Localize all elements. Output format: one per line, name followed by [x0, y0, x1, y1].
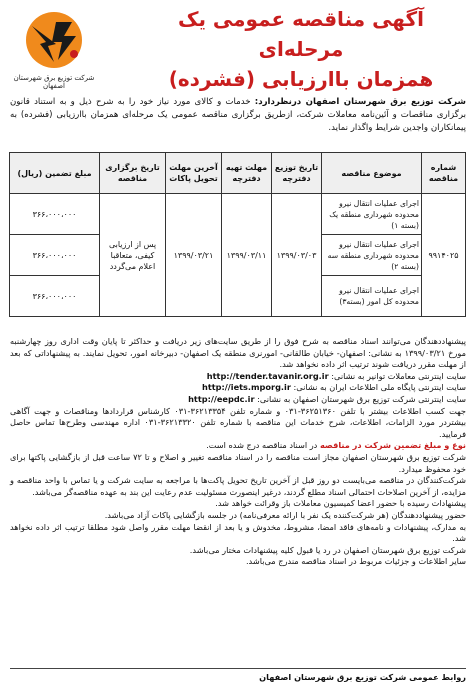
col-header-holding-date: تاریخ برگزاری مناقصه [100, 153, 166, 194]
row-subject: اجرای عملیات انتقال نیرو محدوده شهرداری منطقه یک (بسته ۱) [322, 194, 422, 235]
company-logo [10, 8, 98, 92]
col-header-submit-deadline: آخرین مهلت تحویل پاکات [166, 153, 222, 194]
guarantee-text: در اسناد مناقصه درج شده است. [206, 440, 320, 451]
footer-divider [10, 668, 466, 669]
site-iets-label: سایت اینترنتی پایگاه ملی اطلاعات ایران به نشانی: [293, 382, 466, 393]
details-changes: شرکت توزیع برق شهرستان اصفهان مجاز است مناقصه را در اسناد مناقصه تغییر و اصلاح و تا ۷۲ ساعت قبل از بازگشایی پاکتها برای خود محفوظ میدارد. [10, 451, 466, 474]
details-guarantee [10, 440, 466, 452]
site-tavanir-link[interactable]: http://tender.tavanir.org.ir [206, 370, 329, 381]
tender-table [9, 152, 466, 317]
site-eepdc [10, 394, 466, 406]
details-opening: پیشنهادات رسیده با حضور اعضا کمیسیون معاملات باز وقرائت خواهد شد. [215, 498, 466, 509]
row-guarantee: ۳۶۶،۰۰۰،۰۰۰ [10, 276, 100, 317]
row-subject: اجرای عملیات انتقال نیرو محدوده کل امور (بسته۳) [322, 276, 422, 317]
details-attendance: حضور پیشنهاددهندگان (هر شرکت‌کننده یک نفر با ارائه معرفی‌نامه) در جلسه بازگشایی پاکات آزاد می‌باشد. [104, 509, 466, 520]
notice-header [0, 0, 476, 96]
notice-details [10, 336, 466, 568]
guarantee-title: نوع و مبلغ تضمین شرکت در مناقصه [319, 440, 466, 451]
col-header-dist-date: تاریخ توزیع دفترچه [272, 153, 322, 194]
holding-date: پس از ارزیابی کیفی، متعاقبا اعلام می‌گردد [100, 194, 166, 317]
tender-number: ۹۹۱۴۰۲۵ [422, 194, 466, 317]
table-header-row [10, 153, 466, 194]
dist-date: ۱۳۹۹/۰۳/۰۳ [272, 194, 322, 317]
site-eepdc-label: سایت اینترنتی شرکت توزیع برق شهرستان اصفهان به نشانی: [257, 393, 466, 404]
row-subject: اجرای عملیات انتقال نیرو محدوده شهرداری منطقه سه (بسته ۲) [322, 235, 422, 276]
intro-paragraph [10, 96, 466, 135]
details-invalid-docs: به مدارک، پیشنهادات و نامه‌های فاقد امضا، مشروط، مخدوش و یا بعد از انقضا مهلت مقرر واصل شود مطلقا ترتیب اثر داده نخواهد شد. [10, 521, 466, 544]
site-iets [10, 382, 466, 394]
logo-caption: شرکت توزیع برق شهرستان اصفهان [13, 74, 95, 90]
intro-text: خدمات و کالای مورد نیاز خود را به شرح ذیل و به استناد قانون برگزاری مناقصات و آئین‌نامه معاملات شرکت، ازطریق برگزاری مناقصه عمومی یک مرحله‌ای همزمان باارزیابی (فشرده) به پیمانکاران واجدین شرایط واگذار نماید. [10, 97, 466, 133]
title-line-2: همزمان باارزیابی (فشرده) [168, 67, 434, 91]
table-row [10, 194, 466, 235]
site-iets-link[interactable]: http://iets.mporg.ir [201, 382, 291, 393]
prep-deadline: ۱۳۹۹/۰۳/۱۱ [222, 194, 272, 317]
submit-deadline: ۱۳۹۹/۰۳/۲۱ [166, 194, 222, 317]
title-line-1: آگهی مناقصه عمومی یک مرحله‌ای [177, 7, 424, 61]
site-tavanir [10, 371, 466, 383]
details-amendments: شرکت‌کنندگان در مناقصه می‌بایست دو روز قبل از آخرین تاریخ تحویل پاکت‌ها با مراجعه به سایت شرکت و یا تماس با واحد مناقصه و مزایده، از آخرین اصلاحات احتمالی اسناد مطلع گردند، درغیر اینصورت مسئولیت عدم رعایت این بند به عهده مناقصه‌گر می‌باشد. [10, 475, 466, 497]
col-header-guarantee: مبلغ تضمین (ریال) [10, 153, 100, 194]
notice-title [136, 4, 466, 94]
col-header-number: شماره مناقصه [422, 153, 466, 194]
site-eepdc-link[interactable]: http://eepdc.ir [188, 393, 255, 404]
intro-company: شرکت توزیع برق شهرستان اصفهان درنظردارد: [254, 97, 466, 107]
col-header-prep-deadline: مهلت تهیه دفترچه [222, 153, 272, 194]
details-rights: شرکت توزیع برق شهرستان اصفهان در رد یا قبول کلیه پیشنهادات مختار می‌باشد. [189, 544, 466, 555]
row-guarantee: ۳۶۶،۰۰۰،۰۰۰ [10, 194, 100, 235]
site-tavanir-label: سایت اینترنتی معاملات توانیر به نشانی: [331, 370, 466, 381]
col-header-subject: موضوع مناقصه [322, 153, 422, 194]
power-logo-icon [10, 8, 98, 74]
details-contact: جهت کسب اطلاعات بیشتر با تلفن ۳۶۲۵۱۳۶۰-۰۳۱ و شماره تلفن ۳۶۲۱۳۳۵۴-۰۳۱ کارشناس قراردادها ومناقصات و جهت آگاهی بیشتردر مورد الزامات، اطلاعات، شرح خدمات این مناقصه با شماره تلفن ۳۶۲۱۳۳۲۰-۰۳۱ اداره مهندسی وطرح‌ها تماس حاصل فرمایید. [10, 405, 466, 439]
details-submission: پیشنهاددهندگان می‌توانند اسناد مناقصه به شرح فوق را از طریق سایت‌های زیر دریافت و حداکثر تا پایان وقت اداری روز چهارشنبه مورخ ۱۳۹۹/۰۳/۲۱ به نشانی: اصفهان- خیابان طالقانی- امورنری منطقه یک اصفهان- دبیرخانه امور، تحویل نمایند. به پیشنهاداتی که بعد از مهلت مقرر دریافت شوند ترتیب اثر داده نخواهد شد. [10, 336, 466, 370]
footer-signature: روابط عمومی شرکت توزیع برق شهرستان اصفهان [259, 672, 466, 682]
details-other: سایر اطلاعات و جزئیات مربوط در اسناد مناقصه مندرج می‌باشد. [245, 556, 466, 567]
row-guarantee: ۳۶۶،۰۰۰،۰۰۰ [10, 235, 100, 276]
